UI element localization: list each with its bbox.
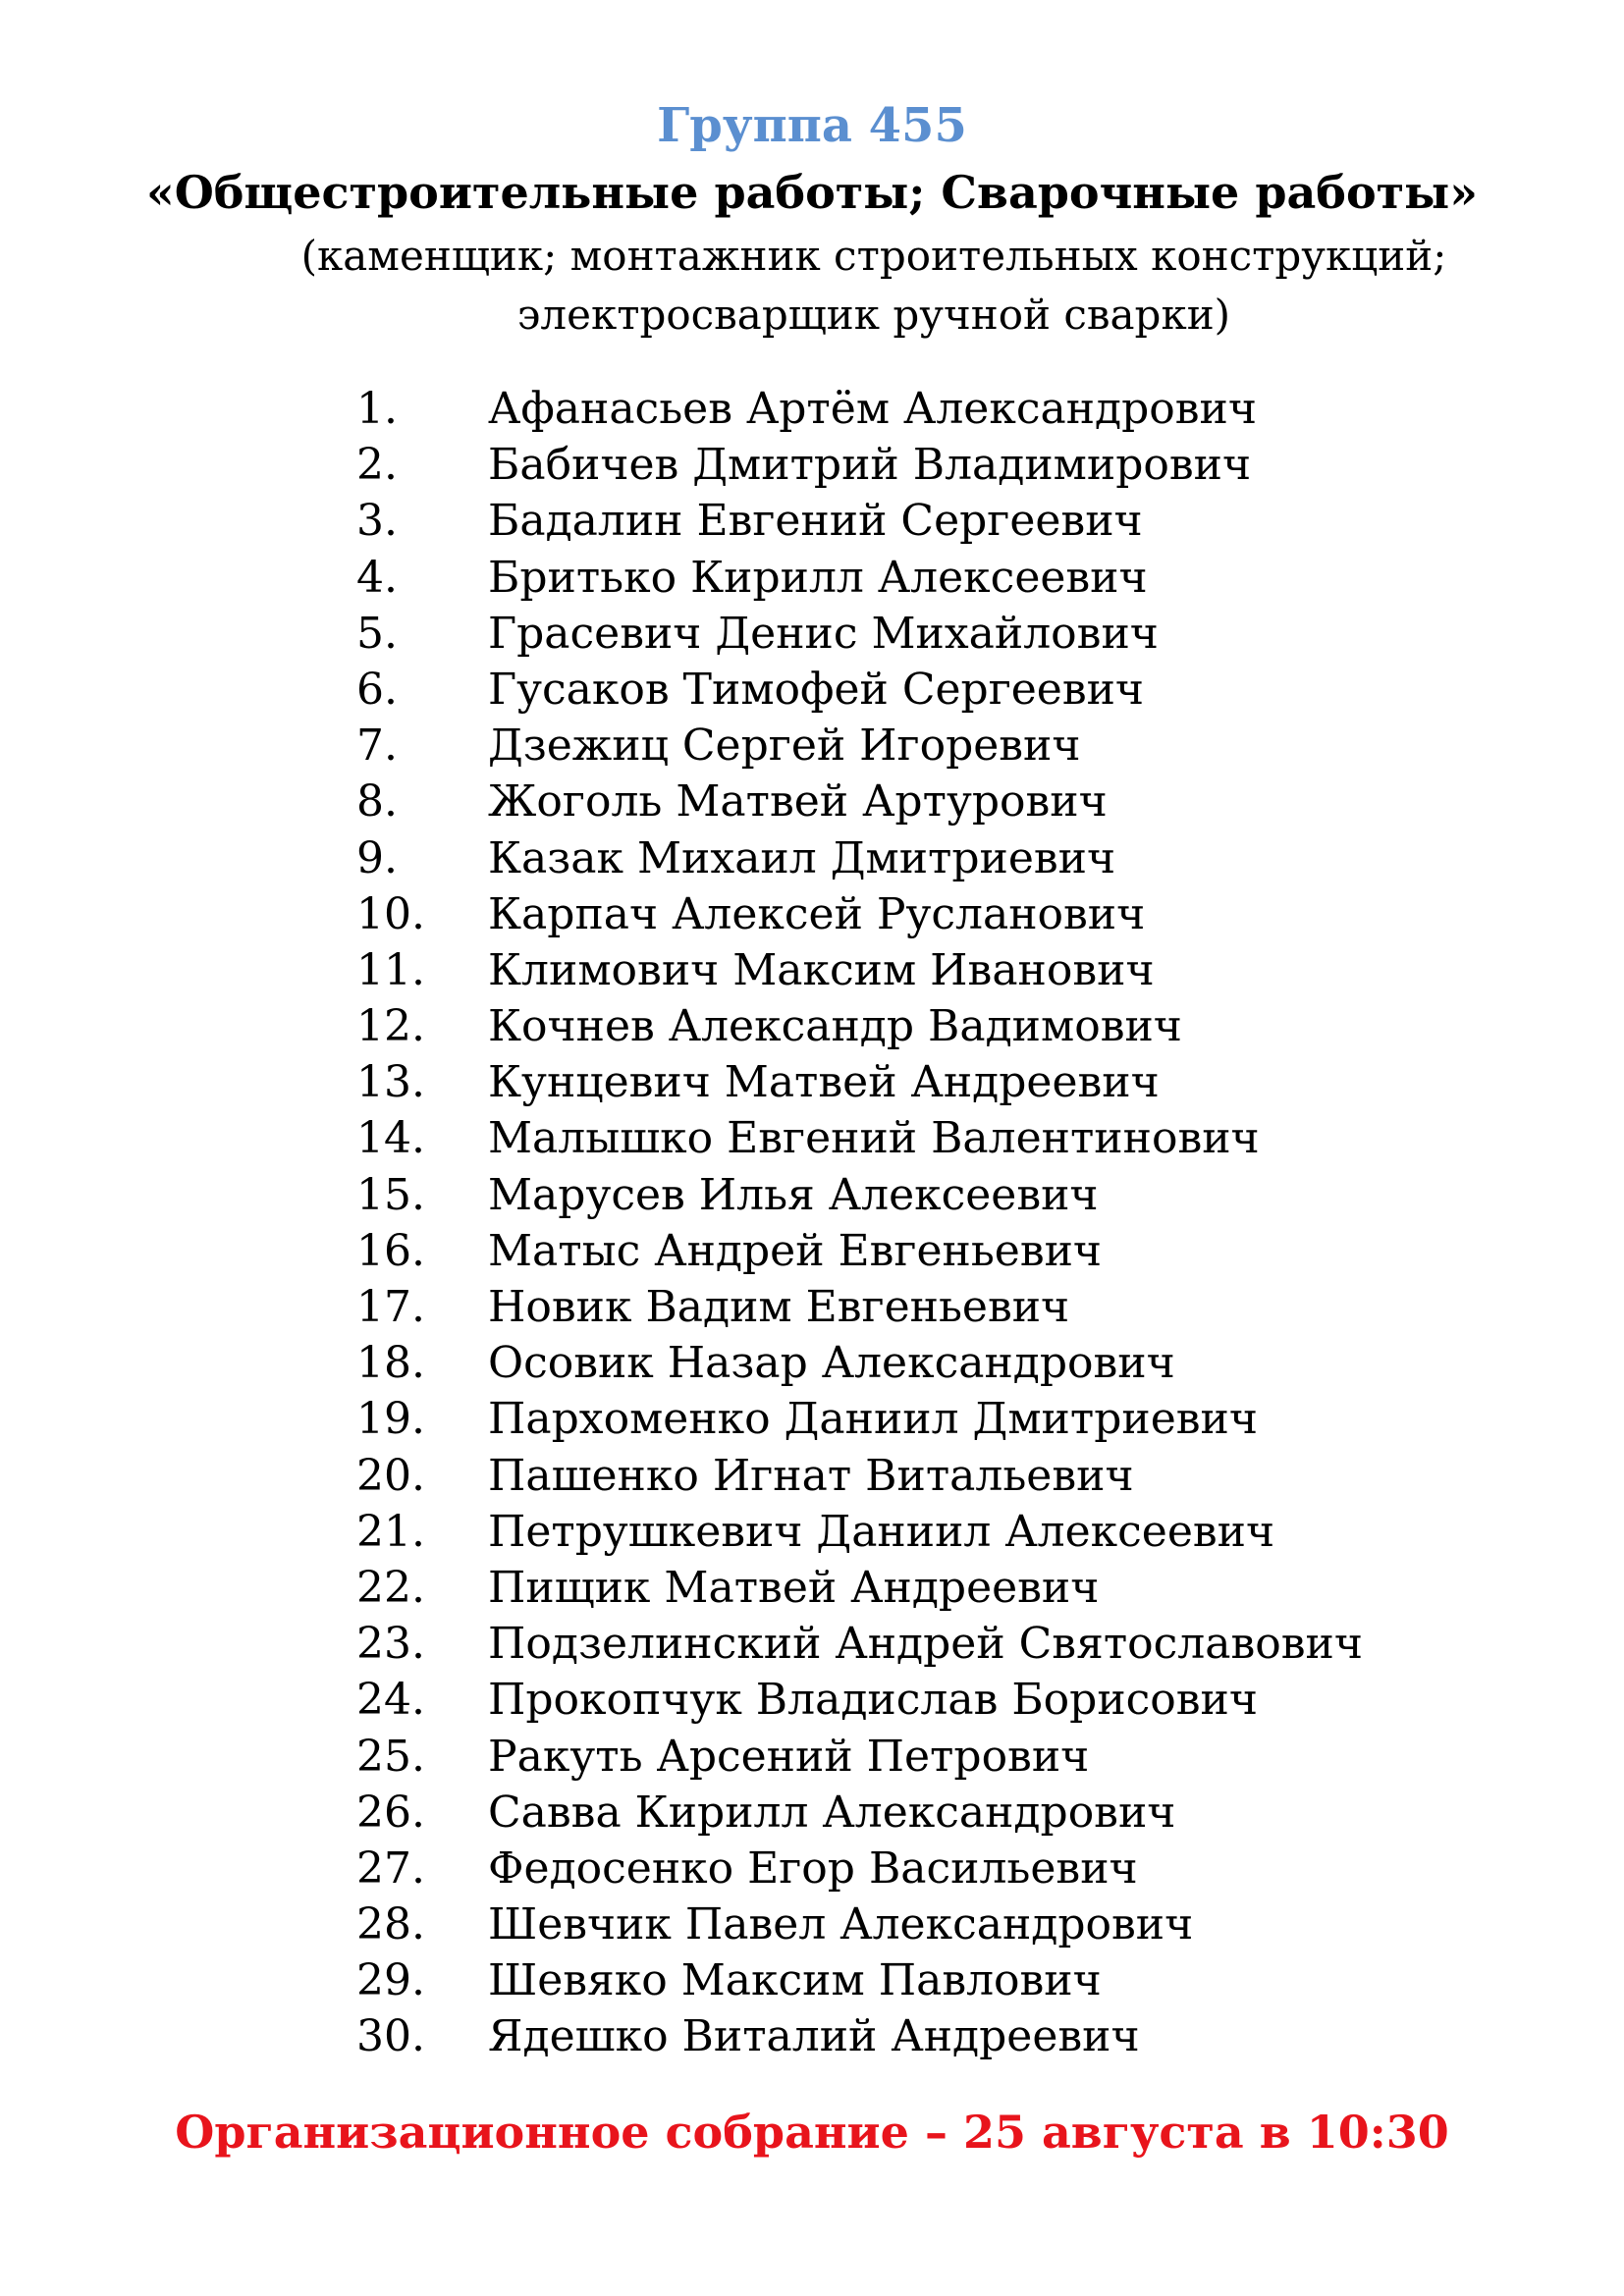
student-number: 13. (356, 1057, 425, 1108)
list-item (0, 830, 1624, 886)
student-number: 18. (356, 1338, 425, 1389)
student-name: Подзелинский Андрей Святославович (488, 1619, 1363, 1670)
list-item (0, 1335, 1624, 1391)
student-number: 23. (356, 1619, 425, 1670)
student-name: Афанасьев Артём Александрович (488, 384, 1257, 434)
student-number: 26. (356, 1787, 425, 1838)
list-item (0, 1952, 1624, 2008)
student-number: 19. (356, 1394, 425, 1445)
student-name: Жоголь Матвей Артурович (488, 776, 1108, 828)
student-number: 16. (356, 1225, 425, 1276)
student-number: 27. (356, 1842, 425, 1894)
student-name: Пархоменко Даниил Дмитриевич (488, 1394, 1258, 1445)
student-number: 22. (356, 1562, 425, 1613)
professions-line-2: электросварщик ручной сварки) (516, 291, 1231, 339)
list-item (0, 1110, 1624, 1166)
student-number: 21. (356, 1506, 425, 1557)
student-name: Матыс Андрей Евгеньевич (488, 1225, 1103, 1276)
student-name: Кунцевич Матвей Андреевич (488, 1057, 1160, 1108)
student-name: Карпач Алексей Русланович (488, 888, 1146, 939)
list-item (0, 1729, 1624, 1785)
student-number: 14. (356, 1113, 425, 1164)
list-item (0, 886, 1624, 942)
student-name: Бадалин Евгений Сергеевич (488, 496, 1143, 547)
student-number: 9. (356, 832, 398, 883)
list-item (0, 2008, 1624, 2064)
student-number: 28. (356, 1899, 425, 1950)
group-title: Группа 455 (657, 98, 967, 153)
student-number: 25. (356, 1731, 425, 1782)
student-name: Грасевич Денис Михайлович (488, 608, 1159, 659)
student-name: Петрушкевич Даниил Алексеевич (488, 1506, 1275, 1557)
list-item (0, 942, 1624, 998)
list-item (0, 1896, 1624, 1952)
student-name: Гусаков Тимофей Сергеевич (488, 664, 1145, 715)
list-item (0, 1504, 1624, 1560)
professions-line-1: (каменщик; монтажник строительных конструкций; (300, 232, 1447, 280)
student-number: 6. (356, 664, 398, 715)
student-number: 17. (356, 1282, 425, 1332)
list-item (0, 606, 1624, 662)
student-name: Бритько Кирилл Алексеевич (488, 552, 1148, 603)
student-number: 11. (356, 944, 425, 995)
list-item (0, 1223, 1624, 1279)
student-name: Прокопчук Владислав Борисович (488, 1675, 1258, 1726)
student-number: 10. (356, 888, 425, 939)
student-number: 15. (356, 1169, 425, 1220)
list-item (0, 1054, 1624, 1110)
list-item (0, 1167, 1624, 1223)
student-name: Пашенко Игнат Витальевич (488, 1450, 1134, 1501)
student-number: 1. (356, 384, 398, 434)
list-item (0, 1391, 1624, 1447)
list-item (0, 1616, 1624, 1672)
student-name: Ракуть Арсений Петрович (488, 1731, 1090, 1782)
student-name: Шевяко Максим Павлович (488, 1955, 1102, 2006)
student-name: Марусев Илья Алексеевич (488, 1169, 1099, 1220)
list-item (0, 998, 1624, 1054)
student-name: Кочнев Александр Вадимович (488, 1001, 1182, 1052)
student-name: Федосенко Егор Васильевич (488, 1842, 1138, 1894)
list-item (0, 493, 1624, 549)
list-item (0, 1785, 1624, 1841)
student-number: 24. (356, 1675, 425, 1726)
list-item (0, 1560, 1624, 1616)
student-number: 30. (356, 2011, 425, 2062)
student-name: Казак Михаил Дмитриевич (488, 832, 1116, 883)
student-name: Пищик Матвей Андреевич (488, 1562, 1100, 1613)
list-item (0, 437, 1624, 493)
list-item (0, 1279, 1624, 1335)
student-name: Савва Кирилл Александрович (488, 1787, 1176, 1838)
list-item (0, 1672, 1624, 1728)
student-name: Дзежиц Сергей Игоревич (488, 721, 1081, 772)
student-list (0, 381, 1624, 2065)
student-number: 12. (356, 1001, 425, 1052)
student-number: 29. (356, 1955, 425, 2006)
student-number: 5. (356, 608, 398, 659)
list-item (0, 718, 1624, 774)
student-number: 3. (356, 496, 398, 547)
student-name: Бабичев Дмитрий Владимирович (488, 440, 1252, 491)
student-number: 8. (356, 776, 398, 828)
list-item (0, 381, 1624, 437)
student-name: Шевчик Павел Александрович (488, 1899, 1194, 1950)
list-item (0, 1448, 1624, 1504)
student-name: Малышко Евгений Валентинович (488, 1113, 1260, 1164)
meeting-notice: Организационное собрание – 25 августа в 10:30 (175, 2106, 1449, 2159)
professions-subtitle (236, 227, 1512, 345)
program-title: «Общестроительные работы; Сварочные работы» (145, 166, 1479, 219)
list-item (0, 550, 1624, 606)
student-number: 7. (356, 721, 398, 772)
student-number: 20. (356, 1450, 425, 1501)
list-item (0, 662, 1624, 718)
student-number: 2. (356, 440, 398, 491)
list-item (0, 1841, 1624, 1896)
student-number: 4. (356, 552, 398, 603)
list-item (0, 774, 1624, 829)
student-name: Ядешко Виталий Андреевич (488, 2011, 1140, 2062)
student-name: Новик Вадим Евгеньевич (488, 1282, 1070, 1332)
student-name: Климович Максим Иванович (488, 944, 1155, 995)
student-name: Осовик Назар Александрович (488, 1338, 1175, 1389)
